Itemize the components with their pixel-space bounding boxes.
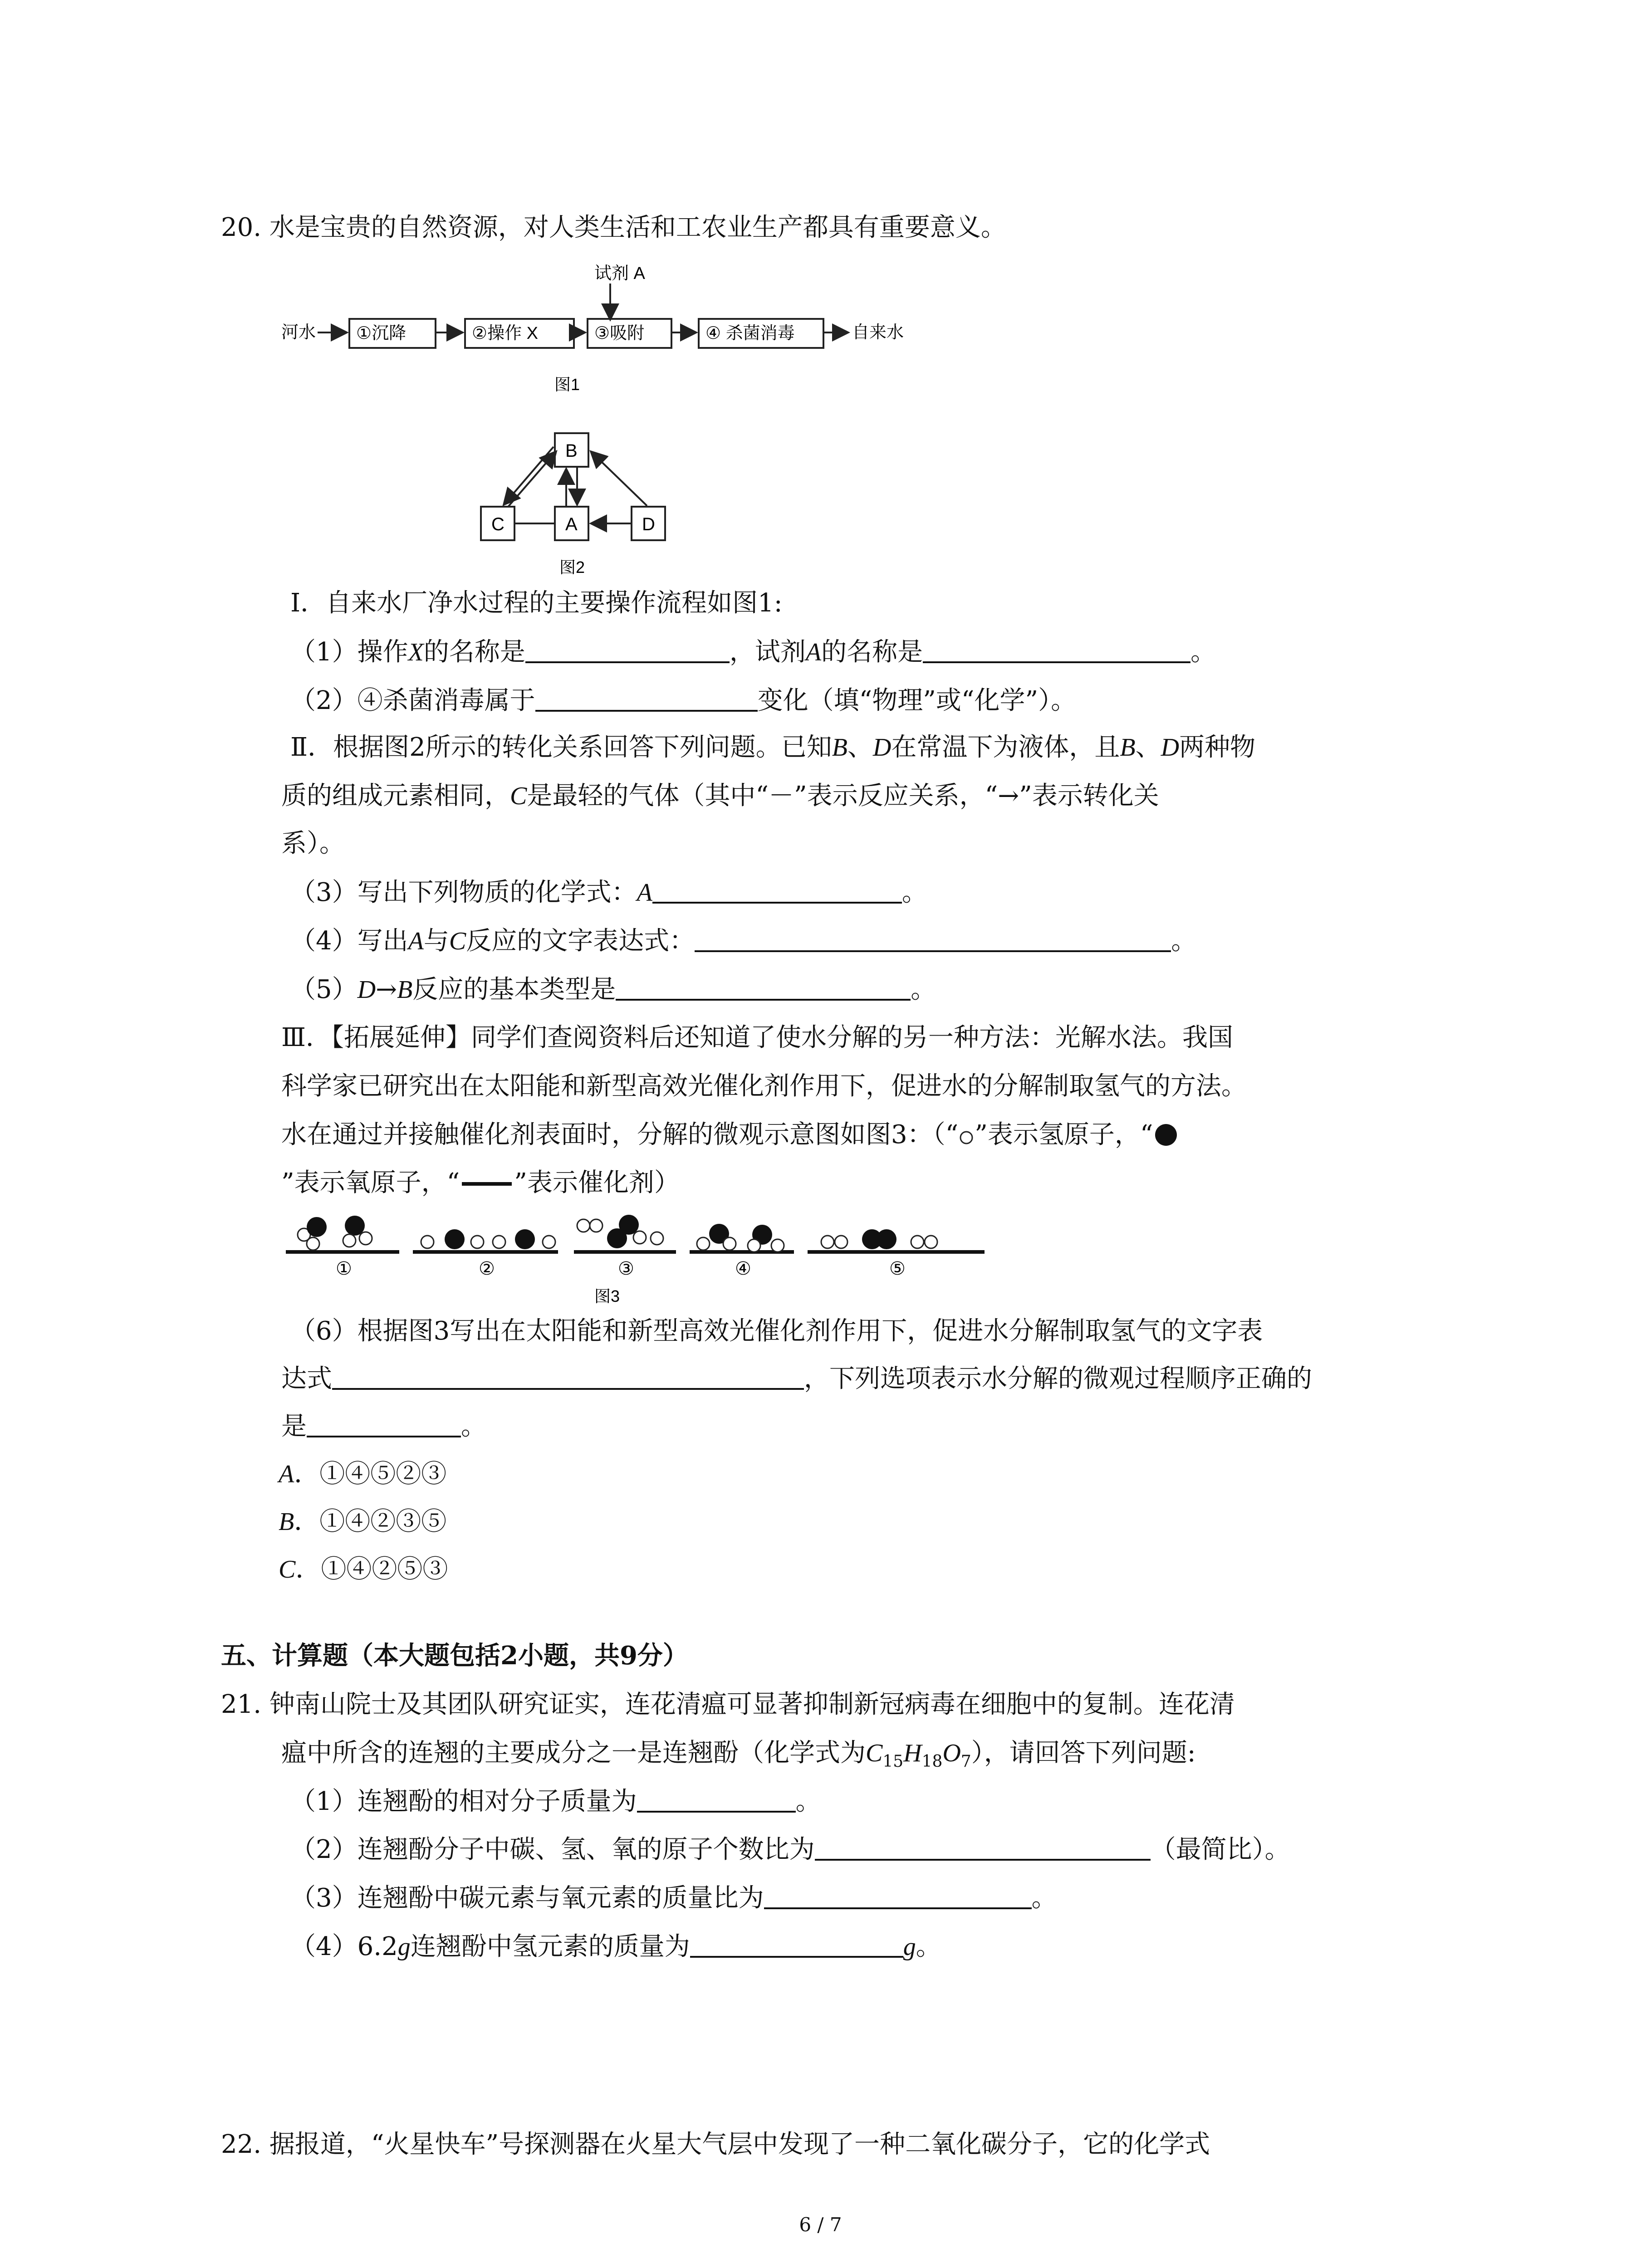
part3-line-4: ”表示氧原子，“ ”表示催化剂） xyxy=(281,1168,680,1198)
q21-line-2: 瘟中所含的连翘的主要成分之一是连翘酚（化学式为$C_{15}H_{18}O_7$），请回答下列问题: xyxy=(281,1738,1196,1771)
fig3-caption: 图3 xyxy=(594,1287,620,1305)
fig3-panel-1 xyxy=(286,1216,399,1252)
figure-1-flowchart xyxy=(272,256,930,401)
fig3-label-3: ③ xyxy=(618,1259,634,1279)
fig2-node-c: C xyxy=(491,514,505,534)
q20-stem: 20. 水是宝贵的自然资源，对人类生活和工农业生产都具有重要意义。 xyxy=(221,213,1006,242)
question-3: （3）写出下列物质的化学式：A 。 xyxy=(290,875,927,911)
part1-intro: Ⅰ．自来水厂净水过程的主要操作流程如图1: xyxy=(290,588,783,618)
answer-blank-1a[interactable] xyxy=(525,634,730,663)
q21-line-1: 21. 钟南山院士及其团队研究证实，连花清瘟可显著抑制新冠病毒在细胞中的复制。连花清 xyxy=(221,1690,1235,1719)
fig1-step-4: ④ 杀菌消毒 xyxy=(705,324,795,343)
hydrogen-atom-icon xyxy=(958,1127,975,1145)
part2-line-2: 质的组成元素相同，C是最轻的气体（其中“－”表示反应关系，“→”表示转化关 xyxy=(281,781,1159,811)
answer-blank-21-3[interactable] xyxy=(764,1880,1032,1909)
option-a[interactable]: A．①④⑤②③ xyxy=(279,1459,447,1489)
fig2-node-b: B xyxy=(565,441,578,461)
fig1-step-1: ①沉降 xyxy=(356,324,407,343)
question-6-line-1: （6）根据图3写出在太阳能和新型高效光催化剂作用下，促进水分解制取氢气的文字表 xyxy=(290,1316,1263,1346)
part3-line-1: Ⅲ．【拓展延伸】同学们查阅资料后还知道了使水分解的另一种方法：光解水法。我国 xyxy=(281,1023,1234,1052)
part2-line-1: Ⅱ．根据图2所示的转化关系回答下列问题。已知B、D在常温下为液体，且B、D两种物 xyxy=(290,733,1256,762)
answer-blank-1b[interactable] xyxy=(923,634,1190,663)
answer-blank-6b[interactable] xyxy=(307,1408,461,1437)
answer-blank-6a[interactable] xyxy=(332,1361,804,1390)
fig3-label-2: ② xyxy=(479,1259,495,1279)
q21-sub-4: （4）6.2g连翘酚中氢元素的质量为 g。 xyxy=(290,1929,941,1965)
fig2-node-a: A xyxy=(565,514,578,534)
answer-blank-21-4[interactable] xyxy=(690,1929,903,1958)
fig1-step-3: ③吸附 xyxy=(594,324,645,343)
fig2-node-d: D xyxy=(642,514,655,534)
fig3-label-5: ⑤ xyxy=(889,1259,906,1279)
fig3-panel-4 xyxy=(690,1224,794,1252)
part2-line-3: 系）。 xyxy=(281,829,345,858)
fig1-caption: 图1 xyxy=(554,375,580,394)
fig3-panel-2 xyxy=(413,1229,558,1252)
fig2-caption: 图2 xyxy=(559,558,585,577)
fig3-label-4: ④ xyxy=(735,1259,751,1279)
section-5-heading: 五、计算题（本大题包括2小题，共9分） xyxy=(221,1641,688,1671)
fig3-panel-5 xyxy=(808,1229,985,1252)
oxygen-atom-icon xyxy=(1153,1121,1179,1147)
answer-blank-21-1[interactable] xyxy=(637,1784,796,1813)
q21-sub-1: （1）连翘酚的相对分子质量为 。 xyxy=(290,1784,821,1820)
fig1-start-label: 河水 xyxy=(281,323,316,342)
fig1-step-2: ②操作 X xyxy=(472,324,538,343)
option-c[interactable]: C．①④②⑤③ xyxy=(279,1554,448,1584)
question-2: （2）④杀菌消毒属于 变化（填“物理”或“化学”）。 xyxy=(290,683,1076,719)
answer-blank-21-2[interactable] xyxy=(815,1832,1151,1861)
q21-sub-2: （2）连翘酚分子中碳、氢、氧的原子个数比为 （最简比）。 xyxy=(290,1832,1290,1868)
figure-2-relation-diagram xyxy=(472,429,681,583)
question-5: （5）D→B反应的基本类型是 。 xyxy=(290,972,936,1008)
answer-blank-5[interactable] xyxy=(616,972,911,1001)
answer-blank-4[interactable] xyxy=(695,923,1171,952)
question-1: （1）操作X的名称是 ，试剂A的名称是 。 xyxy=(290,634,1216,670)
fig1-end-label: 自来水 xyxy=(852,323,904,342)
q21-sub-3: （3）连翘酚中碳元素与氧元素的质量比为 。 xyxy=(290,1880,1057,1916)
q22-line-1: 22. 据报道，“火星快车”号探测器在火星大气层中发现了一种二氧化碳分子，它的化学式 xyxy=(221,2130,1210,2159)
question-6-line-2: 达式 ，下列选项表示水分解的微观过程顺序正确的 xyxy=(281,1361,1312,1397)
fig3-panel-3 xyxy=(574,1215,676,1252)
figure-3-micro-process xyxy=(277,1202,1025,1311)
option-b[interactable]: B．①④②③⑤ xyxy=(279,1507,447,1536)
fig1-reagent-label: 试剂 A xyxy=(594,264,645,283)
catalyst-line-icon xyxy=(460,1174,514,1192)
fig3-label-1: ① xyxy=(336,1259,352,1279)
part3-line-3: 水在通过并接触催化剂表面时，分解的微观示意图如图3：（“ ”表示氢原子，“ xyxy=(281,1117,1179,1153)
part3-line-2: 科学家已研究出在太阳能和新型高效光催化剂作用下，促进水的分解制取氢气的方法。 xyxy=(281,1071,1247,1101)
page-number: 6 / 7 xyxy=(799,2214,842,2236)
question-4: （4）写出A与C反应的文字表达式： 。 xyxy=(290,923,1196,959)
answer-blank-3[interactable] xyxy=(652,875,902,904)
answer-blank-2[interactable] xyxy=(535,683,758,712)
question-6-line-3: 是 。 xyxy=(281,1408,486,1445)
